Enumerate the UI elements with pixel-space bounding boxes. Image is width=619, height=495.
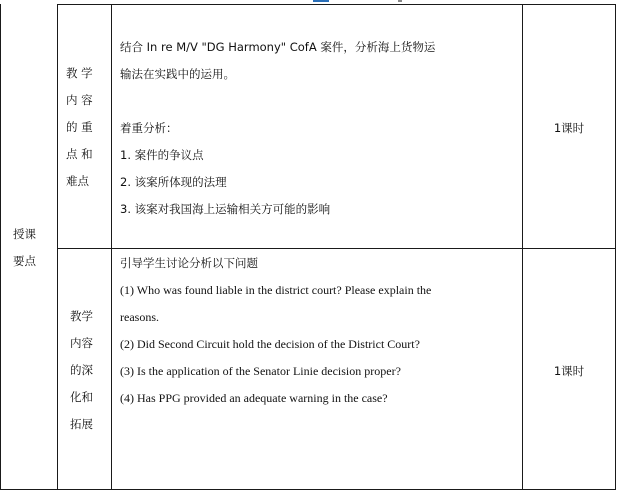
row2-label-line: 化和 <box>70 390 93 404</box>
row2-question: (3) Is the application of the Senator Linie decision proper? <box>120 364 401 378</box>
row2-label-line: 教学 <box>70 309 93 323</box>
row1-intro-line1: 结合 In re M/V "DG Harmony" CofA 案件，分析海上货物运 <box>120 40 436 54</box>
row2-label-line: 内容 <box>70 336 93 350</box>
blue-cursor-mark <box>313 0 329 2</box>
row2-label-line: 的深 <box>70 363 93 377</box>
row1-focus-item: 3. 该案对我国海上运输相关方可能的影响 <box>120 202 331 216</box>
row1-focus-item: 1. 案件的争议点 <box>120 148 204 162</box>
row1-intro-line2: 输法在实践中的运用。 <box>120 67 235 81</box>
row1-label-line: 内 容 <box>66 93 93 107</box>
row2-question: (1) Who was found liable in the district court? Please explain the <box>120 283 432 297</box>
row2-intro: 引导学生讨论分析以下问题 <box>120 256 258 270</box>
row1-focus-heading: 着重分析： <box>120 121 178 135</box>
row1-label-line: 的 重 <box>66 120 93 134</box>
row1-hours: 1课时 <box>553 121 585 135</box>
outer-label-line2: 要点 <box>13 254 36 268</box>
row1-label-line: 教 学 <box>66 66 93 80</box>
row2-question: (2) Did Second Circuit hold the decision of the District Court? <box>120 337 420 351</box>
row2-label-line: 拓展 <box>70 417 93 431</box>
row2-question: reasons. <box>120 310 159 324</box>
outer-label-line1: 授课 <box>13 227 36 241</box>
row1-label-line: 点 和 <box>66 147 93 161</box>
row1-focus-item: 2. 该案所体现的法理 <box>120 175 227 189</box>
gray-cursor-mark <box>398 0 402 2</box>
row2-hours: 1课时 <box>553 364 585 378</box>
row2-question: (4) Has PPG provided an adequate warning in the case? <box>120 391 388 405</box>
row1-label-line: 难点 <box>66 174 89 188</box>
